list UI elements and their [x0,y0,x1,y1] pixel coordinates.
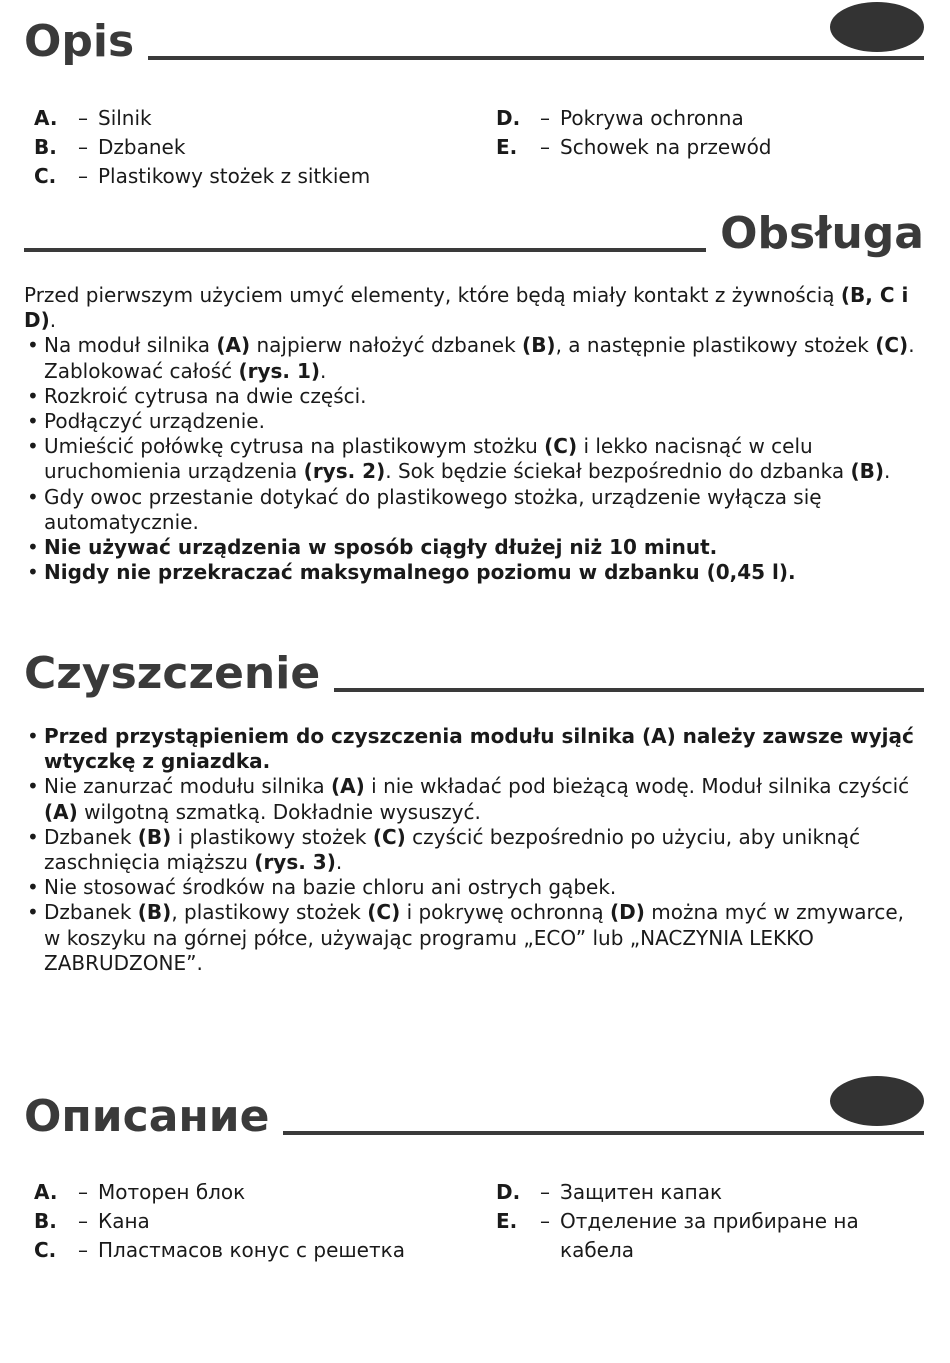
heading-rule [148,56,924,60]
part-letter: A. [34,106,58,130]
cleaning-instructions [24,724,926,976]
section-heading-czyszczenie [24,648,924,699]
part-label: Schowek na przewód [560,135,772,159]
part-item [34,1178,474,1207]
instruction-item: • Nie stosować środków na bazie chloru ani ostrych gąbek. [24,875,926,900]
parts-list-col2 [496,104,916,162]
instruction-item: • Przed przystąpieniem do czyszczenia modułu silnika (A) należy zawsze wyjąć wtyczkę z gniazdka. [24,724,926,774]
part-dash: – [78,106,88,130]
part-letter: A. [34,1180,58,1204]
part-letter: E. [496,135,518,159]
part-label: Plastikowy stożek z sitkiem [98,164,371,188]
part-item [34,133,474,162]
usage-intro: Przed pierwszym użyciem umyć elementy, które będą miały kontakt z żywnością (B, C i D). [24,283,909,333]
heading-rule [283,1131,924,1135]
part-dash: – [540,1180,550,1204]
parts-list-col2 [496,1178,896,1265]
instruction-item: • Na moduł silnika (A) najpierw nałożyć dzbanek (B), a następnie plastikowy stożek (C). Zablokować całość (rys. 1). [24,333,926,383]
section-title: Описание [24,1091,270,1142]
part-dash: – [78,1180,88,1204]
part-dash: – [540,135,550,159]
part-item [34,1207,474,1236]
part-letter: C. [34,164,57,188]
part-item [496,1207,896,1265]
part-letter: D. [496,1180,521,1204]
parts-list-col1 [34,1178,474,1265]
usage-instructions [24,283,926,585]
part-item [496,104,916,133]
section-heading-opisanie [24,1091,924,1142]
part-letter: C. [34,1238,57,1262]
instruction-item: • Umieścić połówkę cytrusa na plastikowym stożku (C) i lekko nacisnąć w celu uruchomienia urządzenia (rys. 2). Sok będzie ściekał bezpośrednio do dzbanka (B). [24,434,926,484]
part-dash: – [540,106,550,130]
part-label: Моторен блок [98,1180,246,1204]
part-letter: D. [496,106,521,130]
part-dash: – [78,135,88,159]
part-label: Кана [98,1209,150,1233]
language-tab-marker [830,1076,924,1126]
part-letter: B. [34,1209,57,1233]
part-label: Dzbanek [98,135,186,159]
language-tab-marker [830,2,924,52]
parts-list-col1 [34,104,474,191]
heading-rule [24,248,706,252]
usage-bullet-list [24,333,926,585]
instruction-item: • Podłączyć urządzenie. [24,409,926,434]
part-letter: E. [496,1209,518,1233]
part-item [34,1236,474,1265]
part-dash: – [78,1238,88,1262]
part-item [496,1178,896,1207]
heading-rule [334,688,924,692]
instruction-item: • Nie zanurzać modułu silnika (A) i nie wkładać pod bieżącą wodę. Moduł silnika czyścić (A) wilgotną szmatką. Dokładnie wysuszyć. [24,774,926,824]
part-item [34,104,474,133]
part-label: Защитен капак [560,1180,723,1204]
part-dash: – [78,1209,88,1233]
instruction-item: • Dzbanek (B), plastikowy stożek (C) i pokrywę ochronną (D) można myć w zmywarce, w koszyku na górnej półce, używając programu „ECO” lub „NACZYNIA LEKKO ZABRUDZONE”. [24,900,926,976]
part-label: Silnik [98,106,152,130]
part-label: Пластмасов конус с решетка [98,1238,405,1262]
section-heading-obsluga [24,208,924,259]
part-dash: – [540,1209,550,1233]
part-item [496,133,916,162]
section-heading-opis [24,16,924,67]
part-dash: – [78,164,88,188]
instruction-item: • Gdy owoc przestanie dotykać do plastikowego stożka, urządzenie wyłącza się automatycznie. [24,485,926,535]
part-label: Отделение за прибиране на кабела [560,1209,859,1262]
instruction-item: • Nie używać urządzenia w sposób ciągły dłużej niż 10 minut. [24,535,926,560]
instruction-item: • Nigdy nie przekraczać maksymalnego poziomu w dzbanku (0,45 l). [24,560,926,585]
section-title: Obsługa [720,208,924,259]
part-item [34,162,474,191]
part-letter: B. [34,135,57,159]
section-title: Czyszczenie [24,648,321,699]
part-label: Pokrywa ochronna [560,106,744,130]
cleaning-bullet-list [24,724,926,976]
instruction-item: • Rozkroić cytrusa na dwie części. [24,384,926,409]
instruction-item: • Dzbanek (B) i plastikowy stożek (C) czyścić bezpośrednio po użyciu, aby uniknąć zaschnięcia miąższu (rys. 3). [24,825,926,875]
section-title: Opis [24,16,135,67]
